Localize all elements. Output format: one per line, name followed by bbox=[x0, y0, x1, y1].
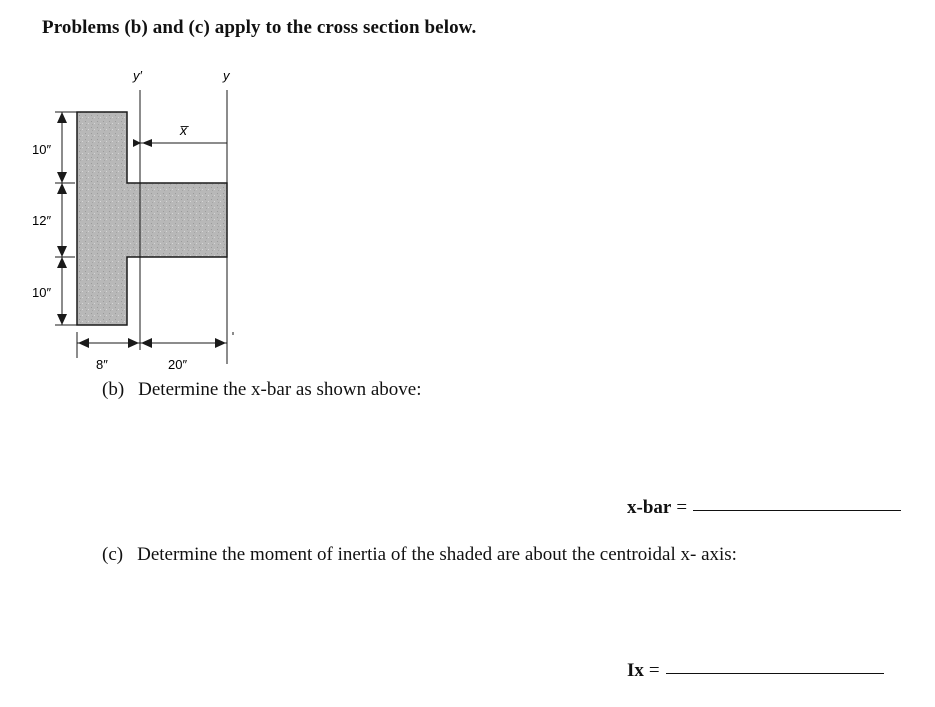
ix-label: Ix bbox=[627, 660, 644, 681]
problem-b-text: Determine the x-bar as shown above: bbox=[138, 379, 422, 400]
left-arrow-1 bbox=[57, 112, 67, 123]
label-xbar: x̅ bbox=[180, 122, 187, 138]
label-dim-10-top: 10″ bbox=[32, 142, 52, 157]
left-arrow-2 bbox=[57, 172, 67, 183]
label-dim-12: 12″ bbox=[32, 213, 52, 228]
xbar-label: x-bar bbox=[627, 497, 672, 518]
label-dim-20: 20″ bbox=[168, 357, 188, 372]
label-y: y bbox=[223, 68, 230, 83]
xbar-answer-blank[interactable] bbox=[693, 509, 901, 511]
bottom-arrow-3 bbox=[141, 338, 152, 348]
problem-b bbox=[102, 379, 421, 401]
left-arrow-5 bbox=[57, 257, 67, 268]
left-arrow-4 bbox=[57, 246, 67, 257]
ix-answer-blank[interactable] bbox=[666, 672, 884, 674]
bottom-arrow-1 bbox=[78, 338, 89, 348]
page-heading: Problems (b) and (c) apply to the cross section below. bbox=[42, 17, 477, 38]
xbar-arrowhead bbox=[142, 139, 152, 147]
label-dim-10-bottom: 10″ bbox=[32, 285, 52, 300]
problem-c-text: Determine the moment of inertia of the shaded are about the centroidal x- axis: bbox=[137, 544, 737, 565]
bottom-arrow-2 bbox=[128, 338, 139, 348]
ix-equals: = bbox=[648, 660, 660, 681]
answer-xbar bbox=[627, 497, 901, 519]
problem-c bbox=[102, 544, 737, 566]
label-y-prime: y′ bbox=[133, 68, 142, 83]
left-arrow-6 bbox=[57, 314, 67, 325]
xbar-equals: = bbox=[676, 497, 688, 518]
problem-c-tag: (c) bbox=[102, 544, 124, 565]
left-arrow-3 bbox=[57, 183, 67, 194]
answer-ix bbox=[627, 660, 884, 682]
label-dim-8: 8″ bbox=[96, 357, 108, 372]
bottom-arrow-4 bbox=[215, 338, 226, 348]
problem-b-tag: (b) bbox=[102, 379, 125, 400]
